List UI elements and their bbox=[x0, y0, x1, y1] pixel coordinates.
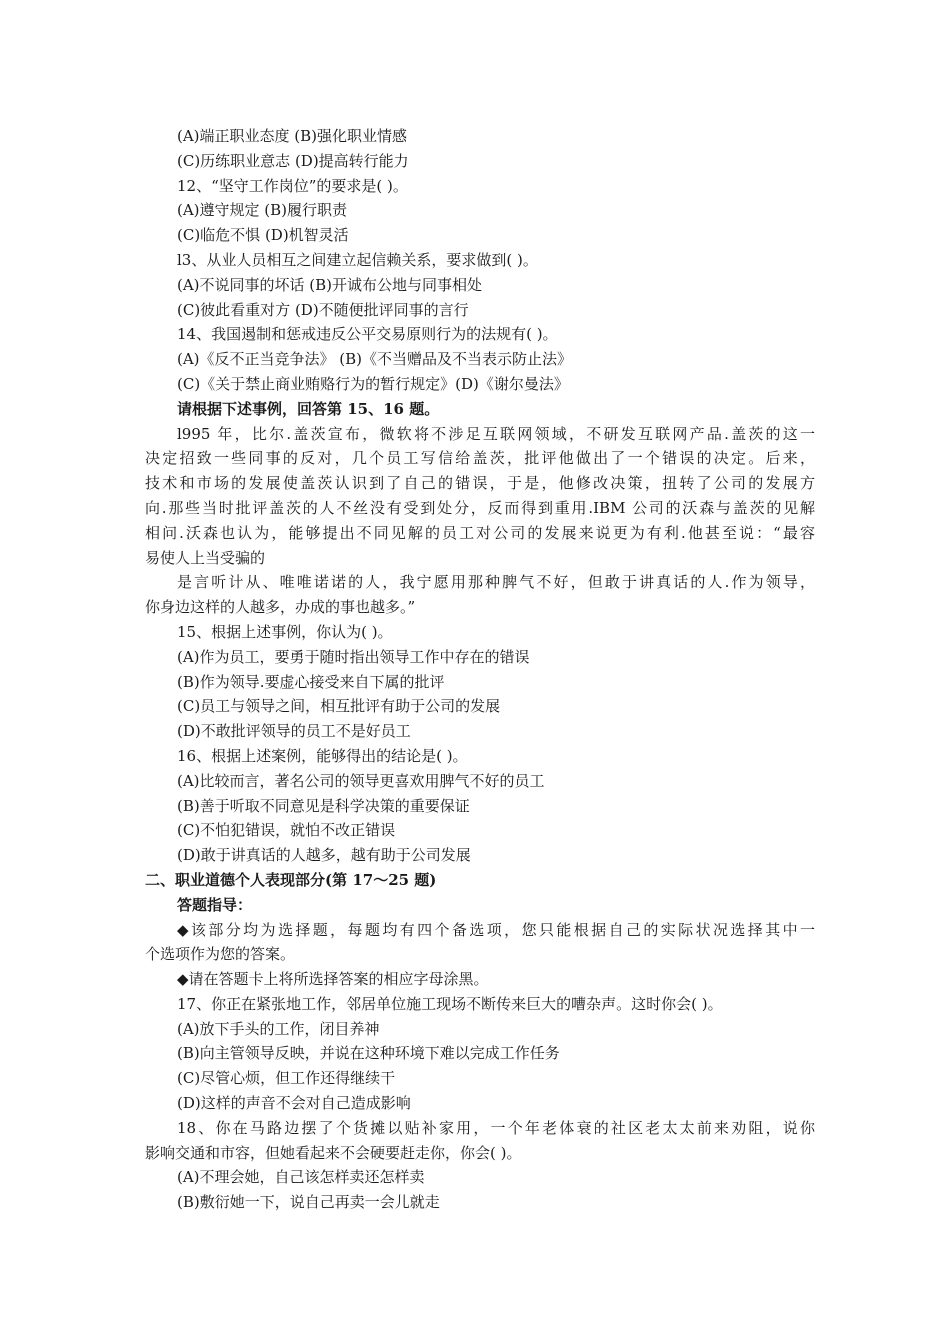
text-line: 15、根据上述事例，你认为( )。 bbox=[177, 622, 393, 641]
text-line: 个选项作为您的答案。 bbox=[145, 945, 296, 964]
text-line: (D)这样的声音不会对自己造成影响 bbox=[177, 1094, 411, 1113]
text-line: l3、从业人员相互之间建立起信赖关系，要求做到( )。 bbox=[177, 250, 538, 269]
text-line: 技术和市场的发展使盖茨认识到了自己的错误，于是，他修改决策，扭转了公司的发展方 bbox=[145, 474, 815, 493]
text-line: 16、根据上述案例，能够得出的结论是( )。 bbox=[177, 746, 468, 765]
text-line: (C)《关于禁止商业贿赂行为的暂行规定》(D)《谢尔曼法》 bbox=[177, 374, 569, 393]
text-line: (C)员工与领导之间，相互批评有助于公司的发展 bbox=[177, 697, 501, 716]
text-line: l995 年，比尔.盖茨宣布，微软将不涉足互联网领域，不研发互联网产品.盖茨的这一 bbox=[177, 424, 815, 443]
text-line: (A)放下手头的工作，闭目养神 bbox=[177, 1019, 380, 1038]
text-line: (A)不理会她，自己该怎样卖还怎样卖 bbox=[177, 1168, 425, 1187]
text-line: (B)善于听取不同意见是科学决策的重要保证 bbox=[177, 796, 470, 815]
text-line: (A)《反不正当竞争法》 (B)《不当赠品及不当表示防止法》 bbox=[177, 350, 573, 369]
text-line: 12、“坚守工作岗位”的要求是( )。 bbox=[177, 176, 408, 195]
text-line: 14、我国遏制和惩戒违反公平交易原则行为的法规有( )。 bbox=[177, 325, 558, 344]
text-line: 向.那些当时批评盖茨的人不丝没有受到处分，反而得到重用.IBM 公司的沃森与盖茨的见解 bbox=[145, 498, 815, 517]
text-line: (A)端正职业态度 (B)强化职业情感 bbox=[177, 127, 408, 145]
text-line: (C)彼此看重对方 (D)不随便批评同事的言行 bbox=[177, 300, 469, 319]
text-line: (C)历练职业意志 (D)提高转行能力 bbox=[177, 151, 409, 170]
text-line: (A)比较而言，著名公司的领导更喜欢用脾气不好的员工 bbox=[177, 771, 545, 790]
text-line: 答题指导： bbox=[177, 895, 253, 914]
text-line: (A)作为员工，要勇于随时指出领导工作中存在的错误 bbox=[177, 647, 530, 666]
text-line: 17、你正在紧张地工作，邻居单位施工现场不断传来巨大的嘈杂声。这时你会( )。 bbox=[177, 994, 723, 1013]
text-line: 请根据下述事例，回答第 15、16 题。 bbox=[177, 399, 440, 418]
text-line: 是言听计从、唯唯诺诺的人，我宁愿用那种脾气不好，但敢于讲真话的人.作为领导， bbox=[177, 573, 815, 592]
text-line: (B)作为领导.要虚心接受来自下属的批评 bbox=[177, 672, 445, 691]
text-line: (C)尽管心烦，但工作还得继续干 bbox=[177, 1069, 396, 1088]
text-line: (A)不说同事的坏话 (B)开诚布公地与同事相处 bbox=[177, 275, 483, 294]
text-line: 相问.沃森也认为，能够提出不同见解的员工对公司的发展来说更为有利.他甚至说：“最容 bbox=[145, 523, 815, 542]
text-line: 影响交通和市容，但她看起来不会硬要赶走你，你会( )。 bbox=[145, 1143, 522, 1162]
text-line: 决定招致一些同事的反对，几个员工写信给盖茨，批评他做出了一个错误的决定。后来， bbox=[145, 449, 815, 468]
text-line: (A)遵守规定 (B)履行职责 bbox=[177, 201, 348, 220]
text-line: 你身边这样的人越多，办成的事也越多。” bbox=[145, 598, 416, 617]
text-line: 18、你在马路边摆了个货摊以贴补家用，一个年老体衰的社区老太太前来劝阻，说你 bbox=[177, 1118, 815, 1137]
text-line: 二、职业道德个人表现部分(第 17～25 题) bbox=[145, 870, 437, 889]
text-line: 易使人上当受骗的 bbox=[145, 548, 266, 567]
text-line: (C)临危不惧 (D)机智灵活 bbox=[177, 226, 349, 245]
text-line: ◆该部分均为选择题，每题均有四个备选项，您只能根据自己的实际状况选择其中一 bbox=[177, 920, 815, 939]
text-line: ◆请在答题卡上将所选择答案的相应字母涂黑。 bbox=[177, 970, 489, 989]
text-line: (D)不敢批评领导的员工不是好员工 bbox=[177, 722, 411, 741]
text-line: (D)敢于讲真话的人越多，越有助于公司发展 bbox=[177, 846, 471, 865]
text-line: (B)敷衍她一下，说自己再卖一会儿就走 bbox=[177, 1193, 440, 1212]
text-line: (B)向主管领导反映，并说在这种环境下难以完成工作任务 bbox=[177, 1044, 560, 1063]
text-line: (C)不怕犯错误，就怕不改正错误 bbox=[177, 821, 396, 840]
document-body bbox=[0, 124, 950, 1215]
